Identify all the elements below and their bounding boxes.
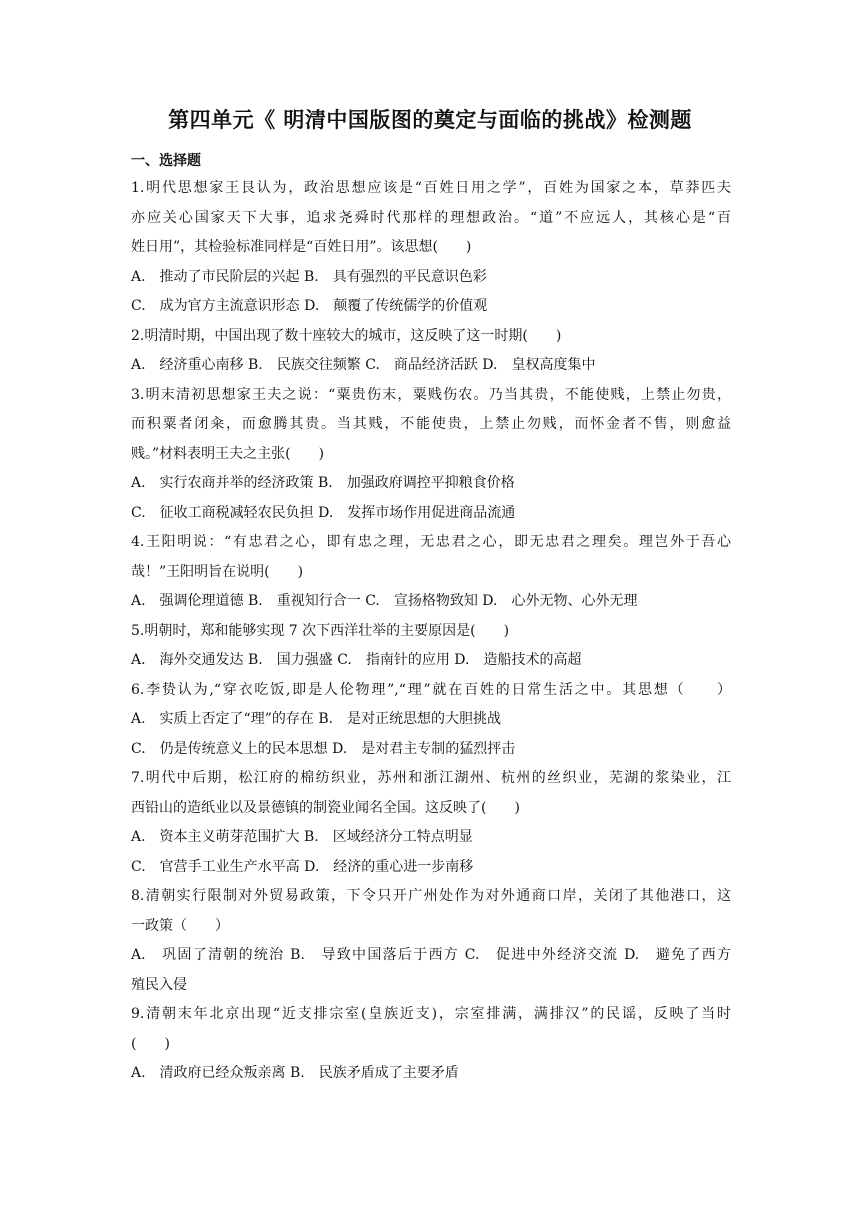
question-options-line: A. 经济重心南移 B. 民族交往频繁 C. 商品经济活跃 D. 皇权高度集中 — [131, 357, 596, 373]
question-options-line: C. 仍是传统意义上的民本思想 D. 是对君主专制的猛烈抨击 — [131, 740, 516, 757]
question-options-line: A. 海外交通发达 B. 国力强盛 C. 指南针的应用 D. 造船技术的高超 — [131, 652, 582, 668]
question-text-line: 5.明朝时，郑和能够实现 7 次下西洋壮举的主要原因是( ) — [131, 622, 510, 639]
question-text-line: 亦应关心国家天下大事，追求尧舜时代那样的理想政治。“道”不应远人，其核心是“百 — [131, 209, 731, 226]
question-text-line: 一政策（ ） — [131, 917, 229, 934]
question-options-line: A. 强调伦理道德 B. 重视知行合一 C. 宣扬格物致知 D. 心外无物、心外无理 — [131, 593, 638, 609]
question-list — [131, 174, 731, 1089]
question-options-line: A. 推动了市民阶层的兴起 B. 具有强烈的平民意识色彩 — [131, 268, 487, 285]
question-options-line: A. 清政府已经众叛亲离 B. 民族矛盾成了主要矛盾 — [131, 1065, 459, 1081]
question-text-line: 3.明末清初思想家王夫之说：“粟贵伤末，粟贱伤农。乃当其贵，不能使贱，上禁止勿贵， — [131, 386, 731, 403]
question-text-line: 4.王阳明说：“有忠君之心，即有忠之理，无忠君之心，即无忠君之理矣。理岂外于吾心 — [131, 534, 731, 550]
question-options-line: 殖民入侵 — [131, 976, 187, 993]
page-title: 第四单元《 明清中国版图的奠定与面临的挑战》检测题 — [168, 108, 692, 132]
question-text-line: 哉！”王阳明旨在说明( ) — [131, 563, 304, 580]
question-text-line: 9.清朝末年北京出现“近支排宗室(皇族近支)，宗室排满，满排汉”的民谣，反映了当时 — [131, 1006, 731, 1022]
question-text-line: 7.明代中后期，松江府的棉纺织业，苏州和浙江湖州、杭州的丝织业，芜湖的浆染业，江 — [131, 770, 731, 786]
question-options-line: A. 实行农商并举的经济政策 B. 加强政府调控平抑粮食价格 — [131, 475, 515, 491]
question-text-line: 贱。”材料表明王夫之主张( ) — [131, 445, 325, 462]
question-text-line: 1.明代思想家王艮认为，政治思想应该是“百姓日用之学”，百姓为国家之本，草莽匹夫 — [131, 180, 731, 196]
question-text-line: ( ) — [131, 1035, 170, 1052]
question-options-line: A. 实质上否定了“理”的存在 B. 是对正统思想的大胆挑战 — [131, 711, 502, 727]
question-options-line: C. 官营手工业生产水平高 D. 经济的重心进一步南移 — [131, 858, 474, 875]
question-options-line: C. 成为官方主流意识形态 D. 颠覆了传统儒学的价值观 — [131, 298, 488, 314]
question-text-line: 而积粟者闭籴，而愈腾其贵。当其贱，不能使贵，上禁止勿贱，而怀金者不售，则愈益 — [131, 416, 731, 432]
section-heading: 一、选择题 — [131, 153, 201, 169]
question-options-line: A. 巩固了清朝的统治 B. 导致中国落后于西方 C. 促进中外经济交流 D. 避免了西方 — [131, 947, 731, 963]
question-text-line: 姓日用”，其检验标准同样是“百姓日用”。该思想( ) — [131, 239, 472, 255]
question-options-line: A. 资本主义萌芽范围扩大 B. 区域经济分工特点明显 — [131, 829, 473, 845]
question-text-line: 6.李贽认为,“穿衣吃饭,即是人伦物理”,“理”就在百姓的日常生活之中。其思想（ ） — [131, 681, 731, 698]
question-text-line: 8.清朝实行限制对外贸易政策，下令只开广州处作为对外通商口岸，关闭了其他港口，这 — [131, 888, 731, 904]
question-options-line: C. 征收工商税减轻农民负担 D. 发挥市场作用促进商品流通 — [131, 504, 516, 521]
question-text-line: 西铅山的造纸业以及景德镇的制瓷业闻名全国。这反映了( ) — [131, 799, 520, 816]
question-text-line: 2.明清时期，中国出现了数十座较大的城市，这反映了这一时期( ) — [131, 327, 562, 344]
